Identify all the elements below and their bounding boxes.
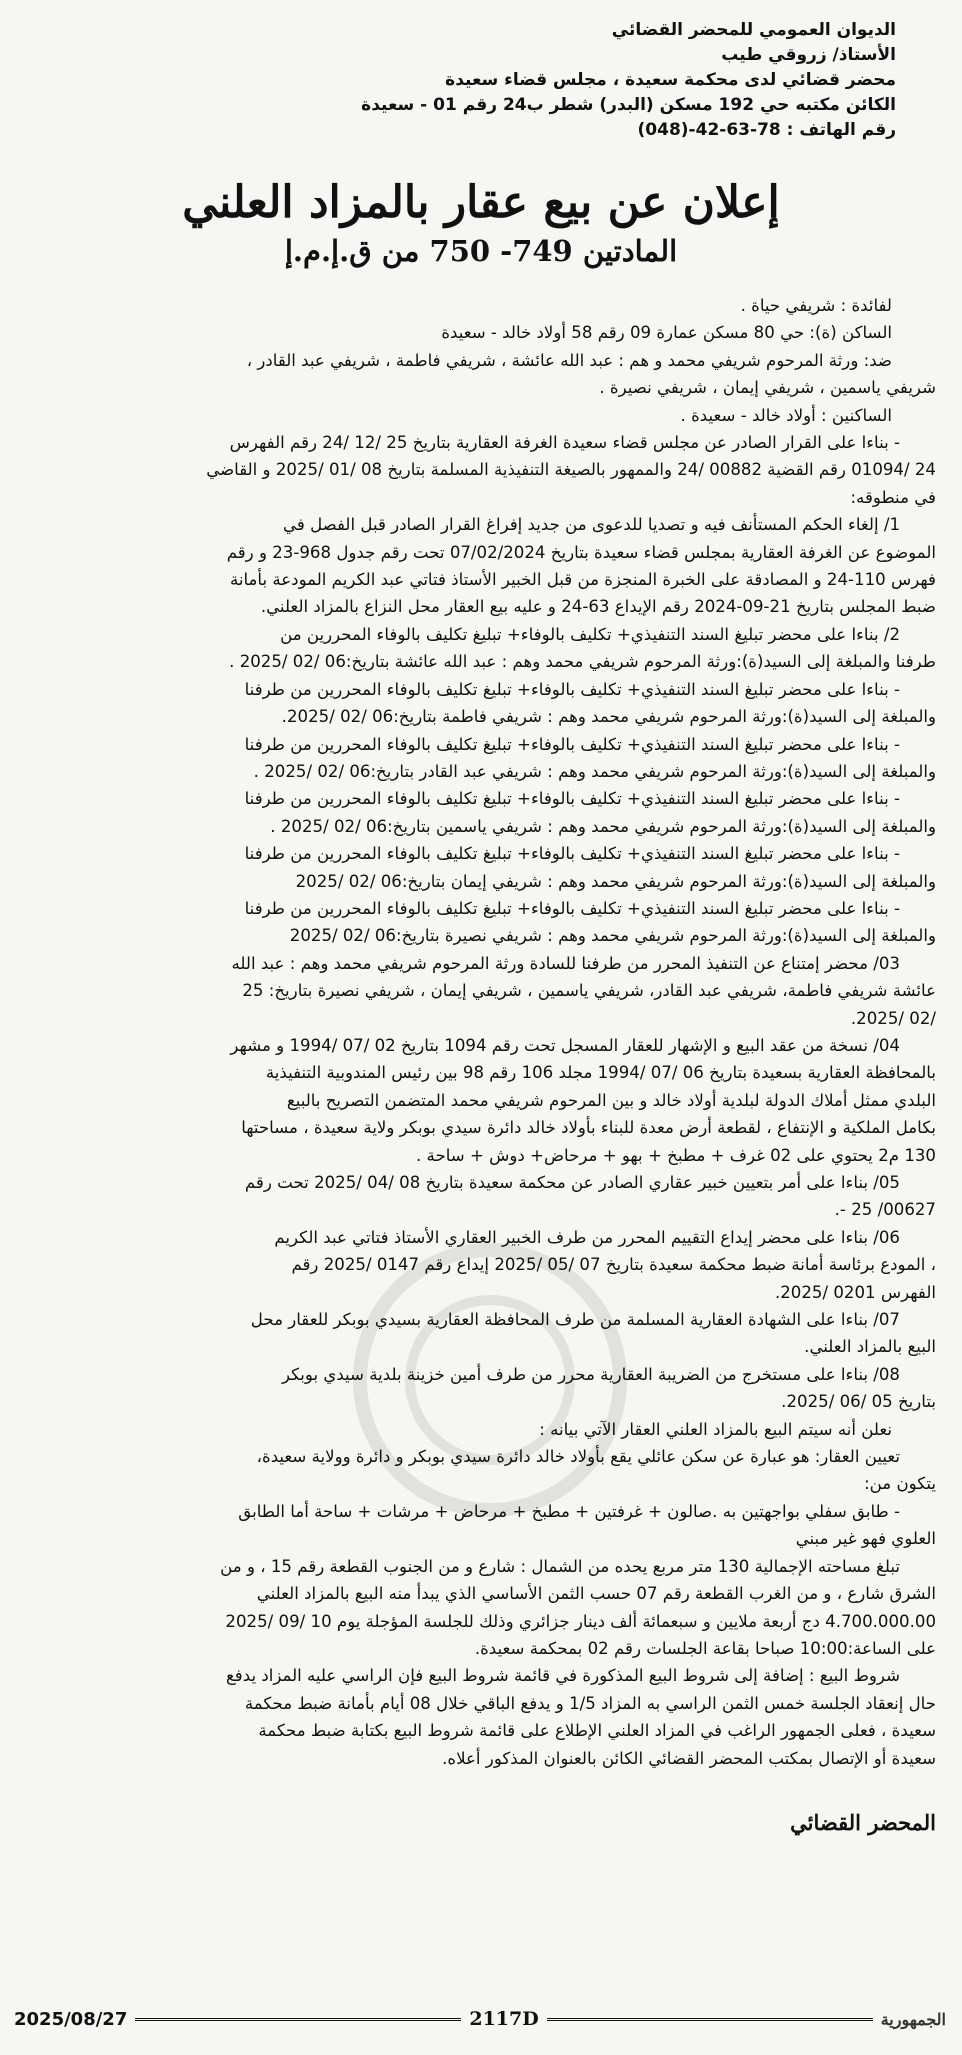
body-line: - بناءا على محضر تبليغ السند التنفيذي+ تكليف بالوفاء+ تبليغ تكليف بالوفاء المحررين من طرفنا [244, 734, 900, 754]
body-line: لفائدة : شريفي حياة . [740, 296, 892, 315]
body-line: 04/ نسخة من عقد البيع و الإشهار للعقار المسجل تحت رقم 1094 بتاريخ 02 /07 /1994 و مشهر [230, 1035, 900, 1055]
body-line: 24 /01094 رقم القضية 00882 /24 والممهور بالصيغة التنفيذية المسلمة بتاريخ 08 /01 /2025 و القاضي [206, 460, 936, 480]
body-line: عائشة شريفي فاطمة، شريفي عبد القادر، شريفي ياسمين ، شريفي إيمان ، شريفي نصيرة بتاريخ: 25 [242, 981, 936, 1001]
body-line: 2/ بناءا على محضر تبليغ السند التنفيذي+ تكليف بالوفاء+ تبليغ تكليف بالوفاء المحررين من [280, 624, 900, 644]
body-line: يتكون من: [864, 1474, 936, 1494]
body-line: شريفي ياسمين ، شريفي إيمان ، شريفي نصيرة . [599, 378, 936, 398]
body-line: ، المودع برئاسة أمانة ضبط محكمة سعيدة بتاريخ 07 /05 /2025 إيداع رقم 0147 /2025 رقم [291, 1255, 936, 1275]
page-footer [0, 2002, 962, 2036]
header-court: محضر قضائي لدى محكمة سعيدة ، مجلس قضاء سعيدة [445, 70, 896, 90]
header-phone: رقم الهاتف : 78-63-42-(048) [637, 120, 896, 140]
body-line: سعيدة ، فعلى الجمهور الراغب في المزاد العلني الإطلاع على قائمة شروط البيع بكتابة ضبط محكمة [258, 1721, 936, 1741]
body-line: 1/ إلغاء الحكم المستأنف فيه و تصديا للدعوى من جديد إفراغ القرار الصادر قبل الفصل في [283, 515, 900, 535]
body-line: - طابق سفلي بواجهتين به .صالون + غرفتين + مطبخ + مرحاض + مرشات + ساحة أما الطابق [238, 1501, 900, 1521]
body-line: والمبلغة إلى السيد(ة):ورثة المرحوم شريفي محمد وهم : شريفي عبد القادر بتاريخ:06 /02 /2025 . [253, 761, 936, 781]
body-line: طرفنا والمبلغة إلى السيد(ة):ورثة المرحوم شريفي محمد وهم : عبد الله عائشة بتاريخ:06 /02 /2025 . [229, 652, 936, 672]
body-line: البلدي ممثل أملاك الدولة لبلدية أولاد خالد و بين المرحوم شريفي محمد المتضمن التصريح بالبيع [286, 1090, 936, 1110]
body-line: 06/ بناءا على محضر إيداع التقييم المحرر من طرف الخبير العقاري الأستاذ فتاتي عبد الكريم [274, 1227, 900, 1247]
footer-rule-right [547, 2018, 873, 2021]
body-line: والمبلغة إلى السيد(ة):ورثة المرحوم شريفي محمد وهم : شريفي ياسمين بتاريخ:06 /02 /2025 . [270, 816, 936, 836]
bailiff-header [26, 18, 896, 143]
body-line: - بناءا على محضر تبليغ السند التنفيذي+ تكليف بالوفاء+ تبليغ تكليف بالوفاء المحررين من طرفنا [244, 898, 900, 918]
body-line: نعلن أنه سيتم البيع بالمزاد العلني العقار الآتي بيانه : [539, 1419, 892, 1439]
signature-label: المحضر القضائي [790, 1809, 936, 1835]
body-line: - بناءا على محضر تبليغ السند التنفيذي+ تكليف بالوفاء+ تبليغ تكليف بالوفاء المحررين من طرفنا [244, 789, 900, 809]
body-line: ضبط المجلس بتاريخ 21-09-2024 رقم الإيداع 63-24 و عليه بيع العقار محل النزاع بالمزاد العلني. [260, 597, 936, 617]
body-line: ضد: ورثة المرحوم شريفي محمد و هم : عبد الله عائشة ، شريفي فاطمة ، شريفي عبد القادر ، [246, 350, 892, 370]
body-line: تبلغ مساحته الإجمالية 130 متر مربع يحده من الشمال : شارع و من الجنوب القطعة رقم 15 ، و من [220, 1556, 900, 1576]
body-line: 130 م2 يحتوي على 02 غرف + مطبخ + بهو + مرحاض+ دوش + ساحة . [416, 1145, 936, 1165]
body-line: 07/ بناءا على الشهادة العقارية المسلمة من طرف المحافظة العقارية بسيدي بوبكر للعقار محل [250, 1310, 900, 1330]
body-line: - بناءا على محضر تبليغ السند التنفيذي+ تكليف بالوفاء+ تبليغ تكليف بالوفاء المحررين من طرفنا [244, 679, 900, 699]
body-line: تعيين العقار: هو عبارة عن سكن عائلي يقع بأولاد خالد دائرة سيدي بوبكر و دائرة وولاية سعيدة، [256, 1447, 900, 1467]
body-line: 4.700.000.00 دج أربعة ملايين و سبعمائة ألف دينار جزائري وذلك للجلسة المؤجلة يوم 10 /09 /2025 [225, 1611, 936, 1631]
body-line: الساكنين : أولاد خالد - سعيدة . [680, 405, 892, 425]
header-office: الديوان العمومي للمحضر القضائي [611, 20, 896, 40]
body-line: البيع بالمزاد العلني. [804, 1337, 936, 1357]
body-line: والمبلغة إلى السيد(ة):ورثة المرحوم شريفي محمد وهم : شريفي إيمان بتاريخ:06 /02 /2025 [295, 871, 936, 891]
body-line: على الساعة:10:00 صباحا بقاعة الجلسات رقم 02 بمحكمة سعيدة. [474, 1638, 936, 1658]
body-line: 08/ بناءا على مستخرج من الضريبة العقارية محرر من طرف أمين خزينة بلدية سيدي بوبكر [281, 1364, 900, 1384]
body-line: فهرس 110-24 و المصادقة على الخبرة المنجزة من قبل الخبير الأستاذ فتاتي عبد الكريم المودعة بأمانة [229, 570, 936, 590]
footer-code: 2117D [469, 2008, 539, 2030]
body-line: شروط البيع : إضافة إلى شروط البيع المذكورة في قائمة شروط البيع فإن الراسي عليه المزاد يدفع [225, 1666, 900, 1686]
body-line: الفهرس 0201 /2025. [774, 1282, 936, 1302]
header-address: الكائن مكتبه حي 192 مسكن (البدر) شطر ب24 رقم 01 - سعيدة [361, 95, 896, 115]
body-line: بكامل الملكية و الإنتفاع ، لقطعة أرض معدة للبناء بأولاد خالد دائرة سيدي بوبكر ولاية سعيدة ، مساحتها [241, 1118, 936, 1138]
body-line: - بناءا على محضر تبليغ السند التنفيذي+ تكليف بالوفاء+ تبليغ تكليف بالوفاء المحررين من طرفنا [244, 844, 900, 864]
notice-title: إعلان عن بيع عقار بالمزاد العلني [182, 177, 780, 228]
body-line: 03/ محضر إمتناع عن التنفيذ المحرر من طرفنا للسادة ورثة المرحوم شريفي محمد وهم : عبد الله [231, 953, 900, 973]
body-line: - بناءا على القرار الصادر عن مجلس قضاء سعيدة الغرفة العقارية بتاريخ 25 /12 /24 رقم الفهرس [229, 433, 900, 453]
body-line: الموضوع عن الغرفة العقارية بمجلس قضاء سعيدة بتاريخ 07/02/2024 تحت رقم جدول 968-23 و رقم [226, 542, 936, 562]
body-line: في منطوقه: [850, 487, 936, 507]
footer-date: 2025/08/27 [14, 2008, 128, 2030]
footer-newspaper-logo: الجمهورية [880, 2009, 946, 2029]
body-line: سعيدة أو الإتصال بمكتب المحضر القضائي الكائن بالعنوان المذكور أعلاه. [442, 1748, 936, 1768]
body-line: 05/ بناءا على أمر بتعيين خبير عقاري الصادر عن محكمة سعيدة بتاريخ 08 /04 /2025 تحت رقم [244, 1173, 900, 1192]
body-line: بالمحافظة العقارية بسعيدة بتاريخ 06 /07 /1994 مجلد 106 رقم 98 بين رئيس المندوبية التنفيذية [265, 1063, 936, 1083]
body-line: حال إنعقاد الجلسة خمس الثمن الراسي به المزاد 1/5 و يدفع الباقي خلال 08 أيام بأمانة ضبط محكمة [244, 1693, 936, 1713]
header-name: الأستاذ/ زروقي طيب [721, 45, 896, 65]
footer-rule-left [135, 2018, 461, 2021]
notice-body [26, 292, 936, 1772]
body-line: بتاريخ 05 /06 /2025. [781, 1392, 936, 1412]
body-line: الشرق شارع ، و من الغرب القطعة رقم 07 حسب الثمن الأساسي الذي يبدأ منه البيع بالمزاد العلني [256, 1584, 936, 1604]
body-line: 00627/ 25 -. [834, 1200, 936, 1220]
body-line: والمبلغة إلى السيد(ة):ورثة المرحوم شريفي محمد وهم : شريفي فاطمة بتاريخ:06 /02 /2025. [281, 707, 936, 727]
notice-subtitle: المادتين 749- 750 من ق.إ.م.إ [284, 234, 678, 268]
body-line: /02 /2025. [850, 1008, 936, 1028]
body-line: والمبلغة إلى السيد(ة):ورثة المرحوم شريفي محمد وهم : شريفي نصيرة بتاريخ:06 /02 /2025 [289, 926, 936, 946]
body-line: العلوي فهو غير مبني [795, 1529, 936, 1549]
body-line: الساكن (ة): حي 80 مسكن عمارة 09 رقم 58 أولاد خالد - سعيدة [441, 323, 892, 343]
